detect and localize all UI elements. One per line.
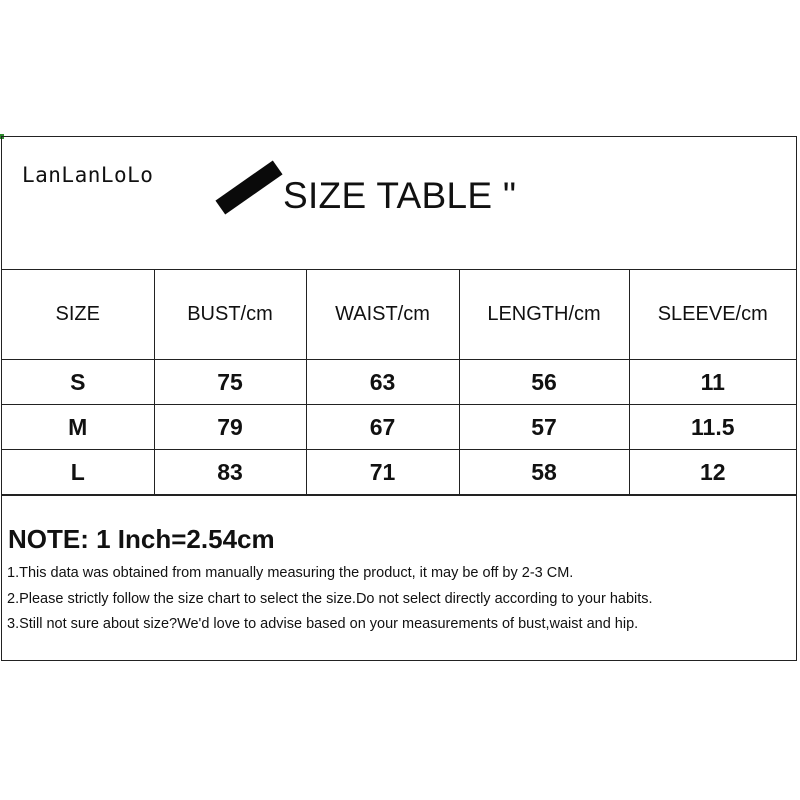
slash-decoration <box>215 160 282 214</box>
header-size: SIZE <box>2 270 154 360</box>
cell-waist: 63 <box>306 360 459 405</box>
cell-size: S <box>2 360 154 405</box>
cell-bust: 75 <box>154 360 306 405</box>
cell-sleeve: 11.5 <box>629 405 796 450</box>
note-title: NOTE: 1 Inch=2.54cm <box>8 524 275 554</box>
note-line-3: 3.Still not sure about size?We'd love to advise based on your measurements of bust,waist and hip. <box>7 616 639 632</box>
cell-waist: 67 <box>306 405 459 450</box>
size-table <box>2 270 796 495</box>
cell-waist: 71 <box>306 450 459 495</box>
cell-sleeve: 12 <box>629 450 796 495</box>
cell-length: 58 <box>459 450 629 495</box>
cell-sleeve: 11 <box>629 360 796 405</box>
header <box>2 137 796 270</box>
size-chart-sheet <box>1 136 797 661</box>
cell-size: M <box>2 405 154 450</box>
header-sleeve: SLEEVE/cm <box>629 270 796 360</box>
table-row <box>2 450 796 495</box>
cell-length: 57 <box>459 405 629 450</box>
table-row <box>2 405 796 450</box>
page-title: SIZE TABLE " <box>283 175 517 216</box>
cell-size: L <box>2 450 154 495</box>
note-line-1: 1.This data was obtained from manually measuring the product, it may be off by 2-3 CM. <box>7 565 574 581</box>
note-line-2: 2.Please strictly follow the size chart to select the size.Do not select directly according to your habits. <box>7 591 653 607</box>
header-length: LENGTH/cm <box>459 270 629 360</box>
notes-section <box>2 495 796 660</box>
cell-length: 56 <box>459 360 629 405</box>
cell-bust: 79 <box>154 405 306 450</box>
cell-bust: 83 <box>154 450 306 495</box>
table-row <box>2 360 796 405</box>
header-bust: BUST/cm <box>154 270 306 360</box>
table-header-row <box>2 270 796 360</box>
brand-logo: LanLanLoLo <box>22 163 154 187</box>
header-waist: WAIST/cm <box>306 270 459 360</box>
